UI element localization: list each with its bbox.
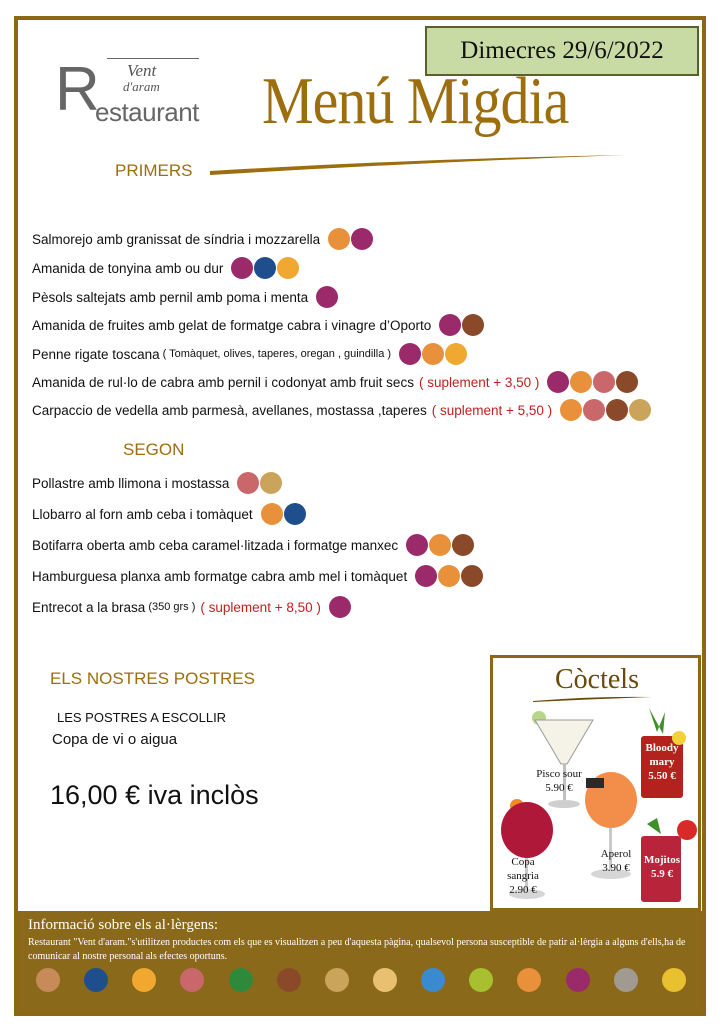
primer-item	[32, 371, 638, 393]
cocktail-name: Aperol	[600, 848, 632, 860]
dish-allergen-icons	[328, 228, 373, 250]
egg-icon	[277, 257, 299, 279]
logo-line	[107, 58, 199, 59]
cocktail-label	[637, 742, 687, 783]
dairy-icon	[351, 228, 373, 250]
cocktail-label	[529, 768, 589, 796]
cocktail-name: Copa sangria	[507, 856, 539, 882]
dish-name: Amanida de rul·lo de cabra amb pernil i codonyat amb fruit secs	[32, 374, 414, 390]
peanut-icon	[36, 968, 60, 992]
sesame-icon	[614, 968, 638, 992]
menu-price: 16,00 € iva inclòs	[50, 780, 259, 810]
segon-item	[32, 565, 483, 587]
crustacean-icon	[421, 968, 445, 992]
segon-item	[32, 596, 351, 618]
nut-icon	[237, 472, 259, 494]
dish-name: Entrecot a la brasa	[32, 599, 146, 615]
primer-item	[32, 228, 373, 250]
dish-name: Hamburguesa planxa amb formatge cabra amb mel i tomàquet	[32, 568, 408, 584]
dish-name: Llobarro al forn amb ceba i tomàquet	[32, 506, 253, 522]
mustard-icon	[325, 968, 349, 992]
allergen-text: Restaurant "Vent d'aram."s'utilitzen productes com els que es visualitzen a peu d'aquesta pàgina, qualsevol persona susceptible de patir al·lèrgia a alguns d'ells,ha de comunicar al nostre personal als efectes oportuns.	[28, 937, 686, 962]
postres-line-1: LES POSTRES A ESCOLLIR	[57, 710, 227, 725]
dish-name: Carpaccio de vedella amb parmesà, avellanes, mostassa ,taperes	[32, 402, 427, 418]
nut-icon	[583, 399, 605, 421]
dish-name: Penne rigate toscana	[32, 346, 160, 362]
segon-item	[32, 503, 306, 525]
mustard-icon	[260, 472, 282, 494]
sulphite-icon	[616, 371, 638, 393]
wheat-icon	[560, 399, 582, 421]
dish-allergen-icons	[329, 596, 351, 618]
title-swoosh	[210, 153, 625, 175]
logo-big-r: R	[55, 55, 100, 124]
allergen-heading: Informació sobre els al·lèrgens:	[28, 917, 219, 933]
allergen-icon-row	[36, 968, 686, 992]
postres-heading: ELS NOSTRES POSTRES	[50, 669, 255, 688]
cocktail-name: Pisco sour	[536, 768, 582, 780]
dish-allergen-icons	[560, 399, 651, 421]
sulphite-icon	[452, 534, 474, 556]
cocktail-price: 3.90 €	[602, 861, 630, 874]
egg-icon	[132, 968, 156, 992]
logo-restaurant: estaurant	[95, 97, 199, 127]
dairy-icon	[439, 314, 461, 336]
nut-icon	[180, 968, 204, 992]
dairy-icon	[231, 257, 253, 279]
wheat-icon	[570, 371, 592, 393]
cocktail-label	[639, 854, 685, 882]
mustard-icon	[629, 399, 651, 421]
primer-item	[32, 343, 467, 365]
wheat-icon	[517, 968, 541, 992]
primer-item	[32, 257, 299, 279]
dish-allergen-icons	[439, 314, 484, 336]
sulphite-icon	[462, 314, 484, 336]
egg-icon	[445, 343, 467, 365]
dish-name: Botifarra oberta amb ceba caramel·litzada i formatge manxec	[32, 537, 399, 553]
nut-icon	[593, 371, 615, 393]
dish-allergen-icons	[231, 257, 299, 279]
fish-icon	[254, 257, 276, 279]
dish-supplement: ( suplement + 3,50 )	[418, 374, 540, 390]
dairy-icon	[316, 286, 338, 308]
primer-item	[32, 286, 338, 308]
dish-supplement: ( suplement + 8,50 )	[200, 599, 321, 615]
dairy-icon	[566, 968, 590, 992]
wheat-icon	[438, 565, 460, 587]
wheat-icon	[328, 228, 350, 250]
dairy-icon	[406, 534, 428, 556]
cocktails-title: Còctels	[555, 664, 639, 695]
dairy-icon	[399, 343, 421, 365]
segon-item	[32, 534, 474, 556]
dish-name: Pollastre amb llimona i mostassa	[32, 475, 230, 491]
dish-allergen-icons	[547, 371, 638, 393]
menu-title: Menú Migdia	[262, 63, 569, 138]
lupin-icon	[469, 968, 493, 992]
allergen-info-bar	[18, 911, 702, 1012]
fish-icon	[284, 503, 306, 525]
dish-note: (350 grs )	[148, 601, 196, 613]
sulphite-icon	[277, 968, 301, 992]
dish-name: Pèsols saltejats amb pernil amb poma i menta	[32, 289, 309, 305]
dish-allergen-icons	[261, 503, 306, 525]
celery-icon	[229, 968, 253, 992]
sulphite-icon	[461, 565, 483, 587]
cocktail-price: 5.9 €	[651, 867, 673, 880]
dish-name: Salmorejo amb granissat de síndria i mozzarella	[32, 231, 321, 247]
cocktail-price: 2.90 €	[509, 883, 537, 896]
dish-allergen-icons	[399, 343, 467, 365]
cocktail-price: 5.50 €	[648, 769, 676, 782]
dish-name: Amanida de fruites amb gelat de formatge cabra i vinagre d’Oporto	[32, 317, 432, 333]
logo-daram: d'aram	[123, 79, 160, 94]
wheat-icon	[261, 503, 283, 525]
cocktail-label	[593, 848, 639, 876]
segon-heading: SEGON	[123, 440, 185, 459]
cocktail-name: Mojitos	[643, 854, 681, 866]
primer-item	[32, 399, 651, 421]
menu-date: Dimecres 29/6/2022	[425, 26, 699, 76]
cocktails-panel	[490, 655, 701, 911]
shellfish-icon	[373, 968, 397, 992]
dish-allergen-icons	[316, 286, 338, 308]
wheat-icon	[429, 534, 451, 556]
cocktails-underline	[533, 696, 653, 702]
soy-icon	[662, 968, 686, 992]
logo-vent: Vent	[127, 61, 157, 80]
dish-allergen-icons	[406, 534, 474, 556]
dish-allergen-icons	[237, 472, 282, 494]
primers-heading: PRIMERS	[115, 161, 193, 180]
dairy-icon	[415, 565, 437, 587]
dish-allergen-icons	[415, 565, 483, 587]
cocktail-name: Bloody mary	[645, 742, 679, 768]
dairy-icon	[547, 371, 569, 393]
postres-line-2: Copa de vi o aigua	[52, 731, 178, 748]
dish-name: Amanida de tonyina amb ou dur	[32, 260, 224, 276]
fish-icon	[84, 968, 108, 992]
primer-item	[32, 314, 484, 336]
dairy-icon	[329, 596, 351, 618]
cocktail-label	[499, 856, 547, 897]
dish-supplement: ( suplement + 5,50 )	[431, 402, 553, 418]
dish-note: ( Tomàquet, olives, taperes, oregan , guindilla )	[162, 348, 392, 360]
cocktail-price: 5.90 €	[545, 781, 573, 794]
wheat-icon	[422, 343, 444, 365]
restaurant-logo	[55, 55, 205, 135]
sulphite-icon	[606, 399, 628, 421]
segon-item	[32, 472, 282, 494]
